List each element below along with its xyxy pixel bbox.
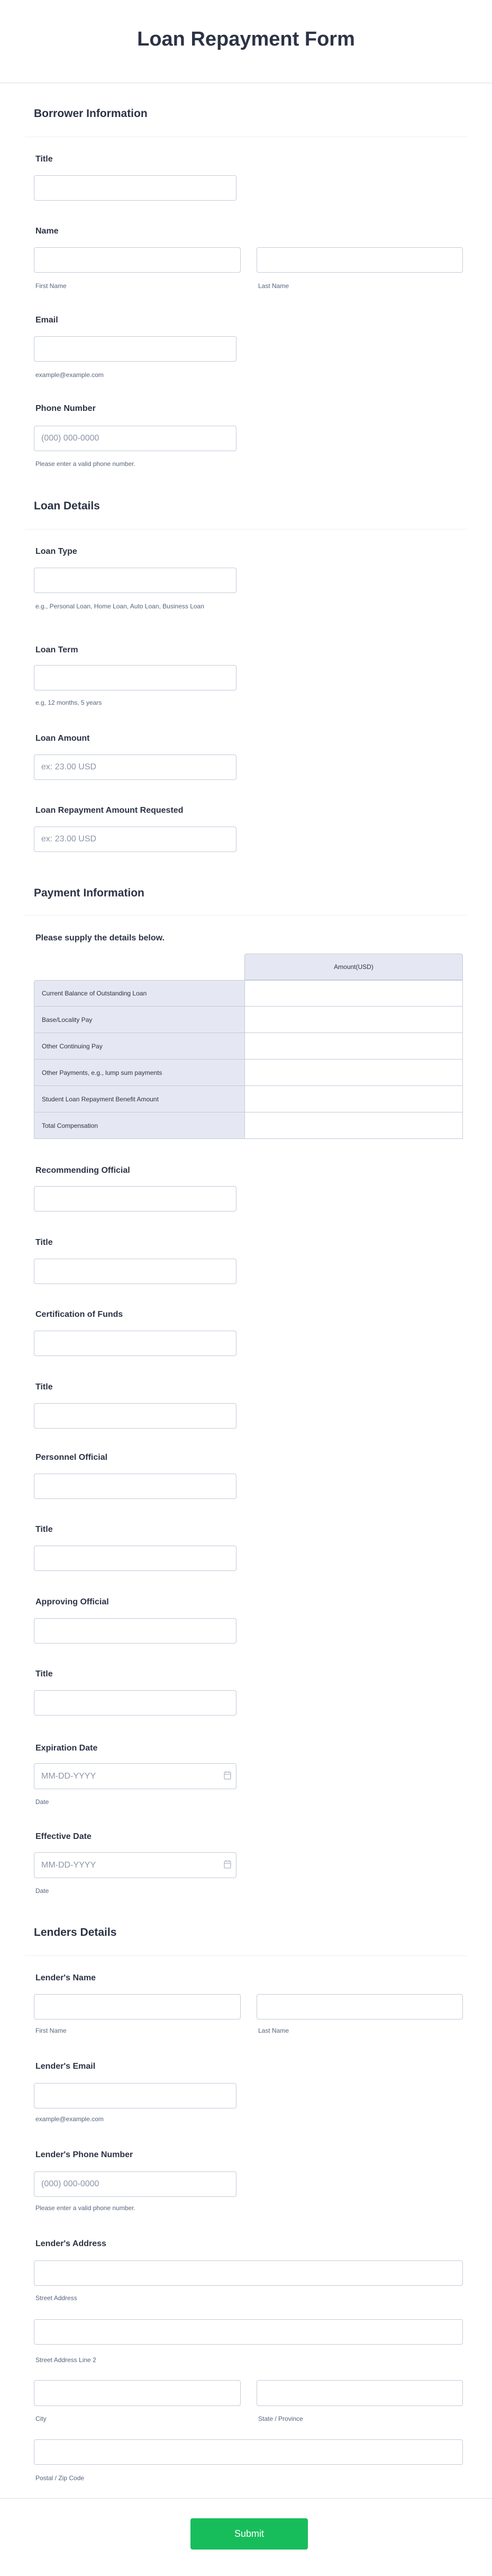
- loan-type-input[interactable]: [34, 568, 236, 593]
- section-divider: [25, 1955, 467, 1956]
- title-input[interactable]: [34, 175, 236, 201]
- email-input[interactable]: [34, 336, 236, 362]
- lender-first-name-input[interactable]: [34, 1994, 241, 2019]
- lender-phone-label: Lender's Phone Number: [35, 2150, 133, 2159]
- repayment-requested-label: Loan Repayment Amount Requested: [35, 806, 184, 815]
- recommending-official-label: Recommending Official: [35, 1166, 130, 1175]
- lender-last-name-sublabel: Last Name: [258, 2027, 289, 2034]
- phone-label: Phone Number: [35, 404, 96, 413]
- amount-input[interactable]: [245, 1112, 464, 1139]
- lender-email-input[interactable]: [34, 2083, 236, 2108]
- lender-phone-input[interactable]: [34, 2171, 236, 2197]
- table-row: [34, 1007, 463, 1033]
- effective-date-sublabel: Date: [35, 1887, 49, 1895]
- recommending-official-input[interactable]: [34, 1186, 236, 1211]
- loan-type-label: Loan Type: [35, 547, 77, 556]
- state-input[interactable]: [257, 2380, 463, 2406]
- section-heading-payment: Payment Information: [34, 887, 144, 899]
- approving-title-input[interactable]: [34, 1690, 236, 1716]
- city-sublabel: City: [35, 2415, 47, 2422]
- approving-official-label: Approving Official: [35, 1597, 109, 1606]
- section-heading-lenders: Lenders Details: [34, 1926, 117, 1938]
- zip-sublabel: Postal / Zip Code: [35, 2474, 85, 2482]
- calendar-icon[interactable]: [224, 1860, 231, 1869]
- personnel-title-input[interactable]: [34, 1546, 236, 1571]
- title-label: Title: [35, 1383, 53, 1392]
- last-name-sublabel: Last Name: [258, 282, 289, 290]
- personnel-official-input[interactable]: [34, 1474, 236, 1499]
- street-address-line2-input[interactable]: [34, 2319, 463, 2345]
- lender-first-name-sublabel: First Name: [35, 2027, 67, 2034]
- last-name-input[interactable]: [257, 247, 463, 273]
- row-label: Student Loan Repayment Benefit Amount: [34, 1086, 244, 1112]
- amount-input[interactable]: [245, 980, 464, 1007]
- amount-input[interactable]: [245, 1006, 464, 1033]
- state-sublabel: State / Province: [258, 2415, 303, 2422]
- street-address-input[interactable]: [34, 2260, 463, 2286]
- section-heading-loan: Loan Details: [34, 500, 100, 512]
- expiration-date-sublabel: Date: [35, 1798, 49, 1806]
- lender-address-label: Lender's Address: [35, 2239, 106, 2248]
- email-label: Email: [35, 316, 58, 325]
- loan-term-label: Loan Term: [35, 645, 78, 654]
- row-label: Other Payments, e.g., lump sum payments: [34, 1060, 244, 1086]
- expiration-date-label: Expiration Date: [35, 1744, 98, 1753]
- recommending-title-input[interactable]: [34, 1259, 236, 1284]
- row-label: Current Balance of Outstanding Loan: [34, 980, 244, 1007]
- lender-last-name-input[interactable]: [257, 1994, 463, 2019]
- lender-phone-sublabel: Please enter a valid phone number.: [35, 2204, 135, 2212]
- submit-button[interactable]: Submit: [190, 2518, 308, 2550]
- street-address-line2-sublabel: Street Address Line 2: [35, 2356, 96, 2364]
- title-label: Title: [35, 1238, 53, 1247]
- amount-input[interactable]: [245, 1059, 464, 1086]
- effective-date-input[interactable]: [34, 1852, 236, 1878]
- expiration-date-input[interactable]: [34, 1763, 236, 1789]
- amount-input[interactable]: [245, 1085, 464, 1112]
- city-input[interactable]: [34, 2380, 241, 2406]
- certification-title-input[interactable]: [34, 1403, 236, 1429]
- table-row: [34, 1086, 463, 1112]
- table-row: [34, 1033, 463, 1060]
- footer-divider: [0, 2498, 492, 2499]
- zip-input[interactable]: [34, 2439, 463, 2465]
- title-label: Title: [35, 155, 53, 164]
- column-header-amount: Amount(USD): [244, 954, 463, 980]
- effective-date-field[interactable]: [34, 1852, 236, 1878]
- lender-email-sublabel: example@example.com: [35, 2115, 104, 2123]
- certification-label: Certification of Funds: [35, 1310, 123, 1319]
- certification-input[interactable]: [34, 1331, 236, 1356]
- section-heading-borrower: Borrower Information: [34, 107, 148, 120]
- approving-official-input[interactable]: [34, 1618, 236, 1644]
- name-label: Name: [35, 227, 59, 236]
- row-label: Base/Locality Pay: [34, 1007, 244, 1033]
- form-title: Loan Repayment Form: [137, 28, 355, 50]
- row-label: Total Compensation: [34, 1112, 244, 1139]
- street-address-sublabel: Street Address: [35, 2294, 77, 2302]
- loan-type-sublabel: e.g., Personal Loan, Home Loan, Auto Loan, Business Loan: [35, 603, 204, 610]
- personnel-official-label: Personnel Official: [35, 1453, 108, 1462]
- repayment-requested-input[interactable]: [34, 827, 236, 852]
- first-name-sublabel: First Name: [35, 282, 67, 290]
- table-row: [34, 1112, 463, 1139]
- amount-input[interactable]: [245, 1033, 464, 1060]
- loan-amount-input[interactable]: [34, 755, 236, 780]
- table-row: [34, 980, 463, 1007]
- calendar-icon[interactable]: [224, 1771, 231, 1780]
- phone-sublabel: Please enter a valid phone number.: [35, 460, 135, 468]
- loan-amount-label: Loan Amount: [35, 734, 90, 743]
- payment-table: [34, 954, 463, 1139]
- title-label: Title: [35, 1525, 53, 1534]
- loan-term-input[interactable]: [34, 665, 236, 690]
- email-sublabel: example@example.com: [35, 371, 104, 379]
- payment-intro: Please supply the details below.: [35, 934, 165, 943]
- effective-date-label: Effective Date: [35, 1832, 92, 1841]
- lender-email-label: Lender's Email: [35, 2062, 96, 2071]
- table-row: [34, 1060, 463, 1086]
- title-label: Title: [35, 1670, 53, 1679]
- expiration-date-field[interactable]: [34, 1763, 236, 1789]
- lender-name-label: Lender's Name: [35, 1973, 96, 1982]
- row-label: Other Continuing Pay: [34, 1033, 244, 1060]
- phone-input[interactable]: [34, 426, 236, 451]
- first-name-input[interactable]: [34, 247, 241, 273]
- loan-term-sublabel: e.g, 12 months, 5 years: [35, 699, 102, 706]
